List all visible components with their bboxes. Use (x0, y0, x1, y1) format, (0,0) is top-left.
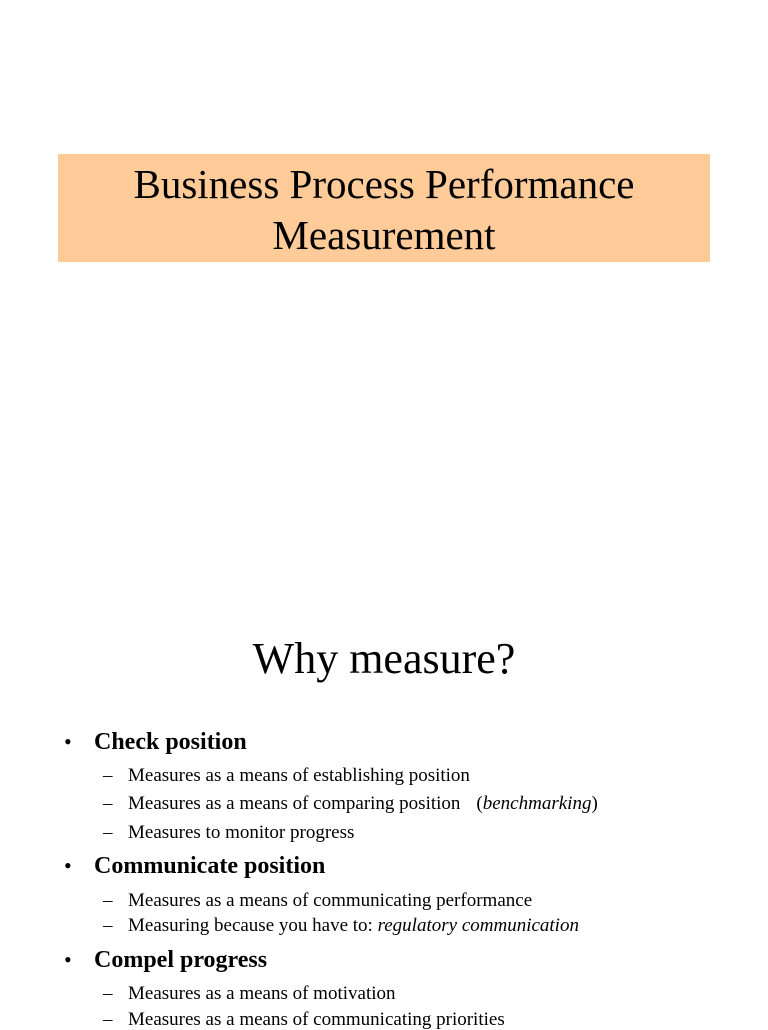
sub-item-text: Measures as a means of communicating performance (128, 890, 533, 911)
bullet-glyph: • (64, 947, 72, 972)
sub-item-paren-open: ( (476, 793, 483, 814)
dash-glyph: – (103, 765, 113, 786)
dash-glyph: – (103, 915, 113, 936)
sub-item-text: Measuring because you have to: (128, 915, 373, 936)
bullet-glyph: • (64, 729, 72, 754)
slide-heading: Why measure? (252, 634, 516, 683)
bullet-compel-progress (64, 948, 267, 972)
slide-title-line-2: Measurement (272, 212, 496, 258)
sub-item-text: Measures as a means of establishing position (128, 765, 470, 786)
sub-item-paren-close: ) (591, 793, 598, 814)
bullet-check-position (64, 730, 247, 754)
dash-glyph: – (103, 822, 113, 843)
bullet-label: Check position (94, 729, 247, 755)
bullet-communicate-position (64, 854, 325, 878)
sub-item-emphasis: benchmarking (482, 793, 592, 814)
sub-item-text: Measures as a means of communicating priorities (128, 1009, 505, 1030)
sub-item-text: Measures as a means of motivation (128, 983, 396, 1004)
sub-item (103, 766, 470, 785)
sub-item (103, 1010, 505, 1029)
sub-item (103, 794, 598, 813)
bullet-glyph: • (64, 853, 72, 878)
sub-item (103, 891, 532, 910)
slide-why-measure (0, 576, 768, 1030)
sub-item (103, 823, 354, 842)
dash-glyph: – (103, 1009, 113, 1030)
bullet-label: Communicate position (94, 853, 326, 879)
dash-glyph: – (103, 890, 113, 911)
sub-item-text: Measures as a means of comparing position (128, 793, 461, 814)
dash-glyph: – (103, 983, 113, 1004)
sub-item (103, 916, 579, 935)
sub-item-text: Measures to monitor progress (128, 822, 355, 843)
sub-item-emphasis: regulatory communication (377, 915, 579, 936)
slide-title-line-1: Business Process Performance (133, 161, 635, 207)
dash-glyph: – (103, 793, 113, 814)
sub-item (103, 984, 396, 1003)
bullet-label: Compel progress (94, 947, 268, 973)
